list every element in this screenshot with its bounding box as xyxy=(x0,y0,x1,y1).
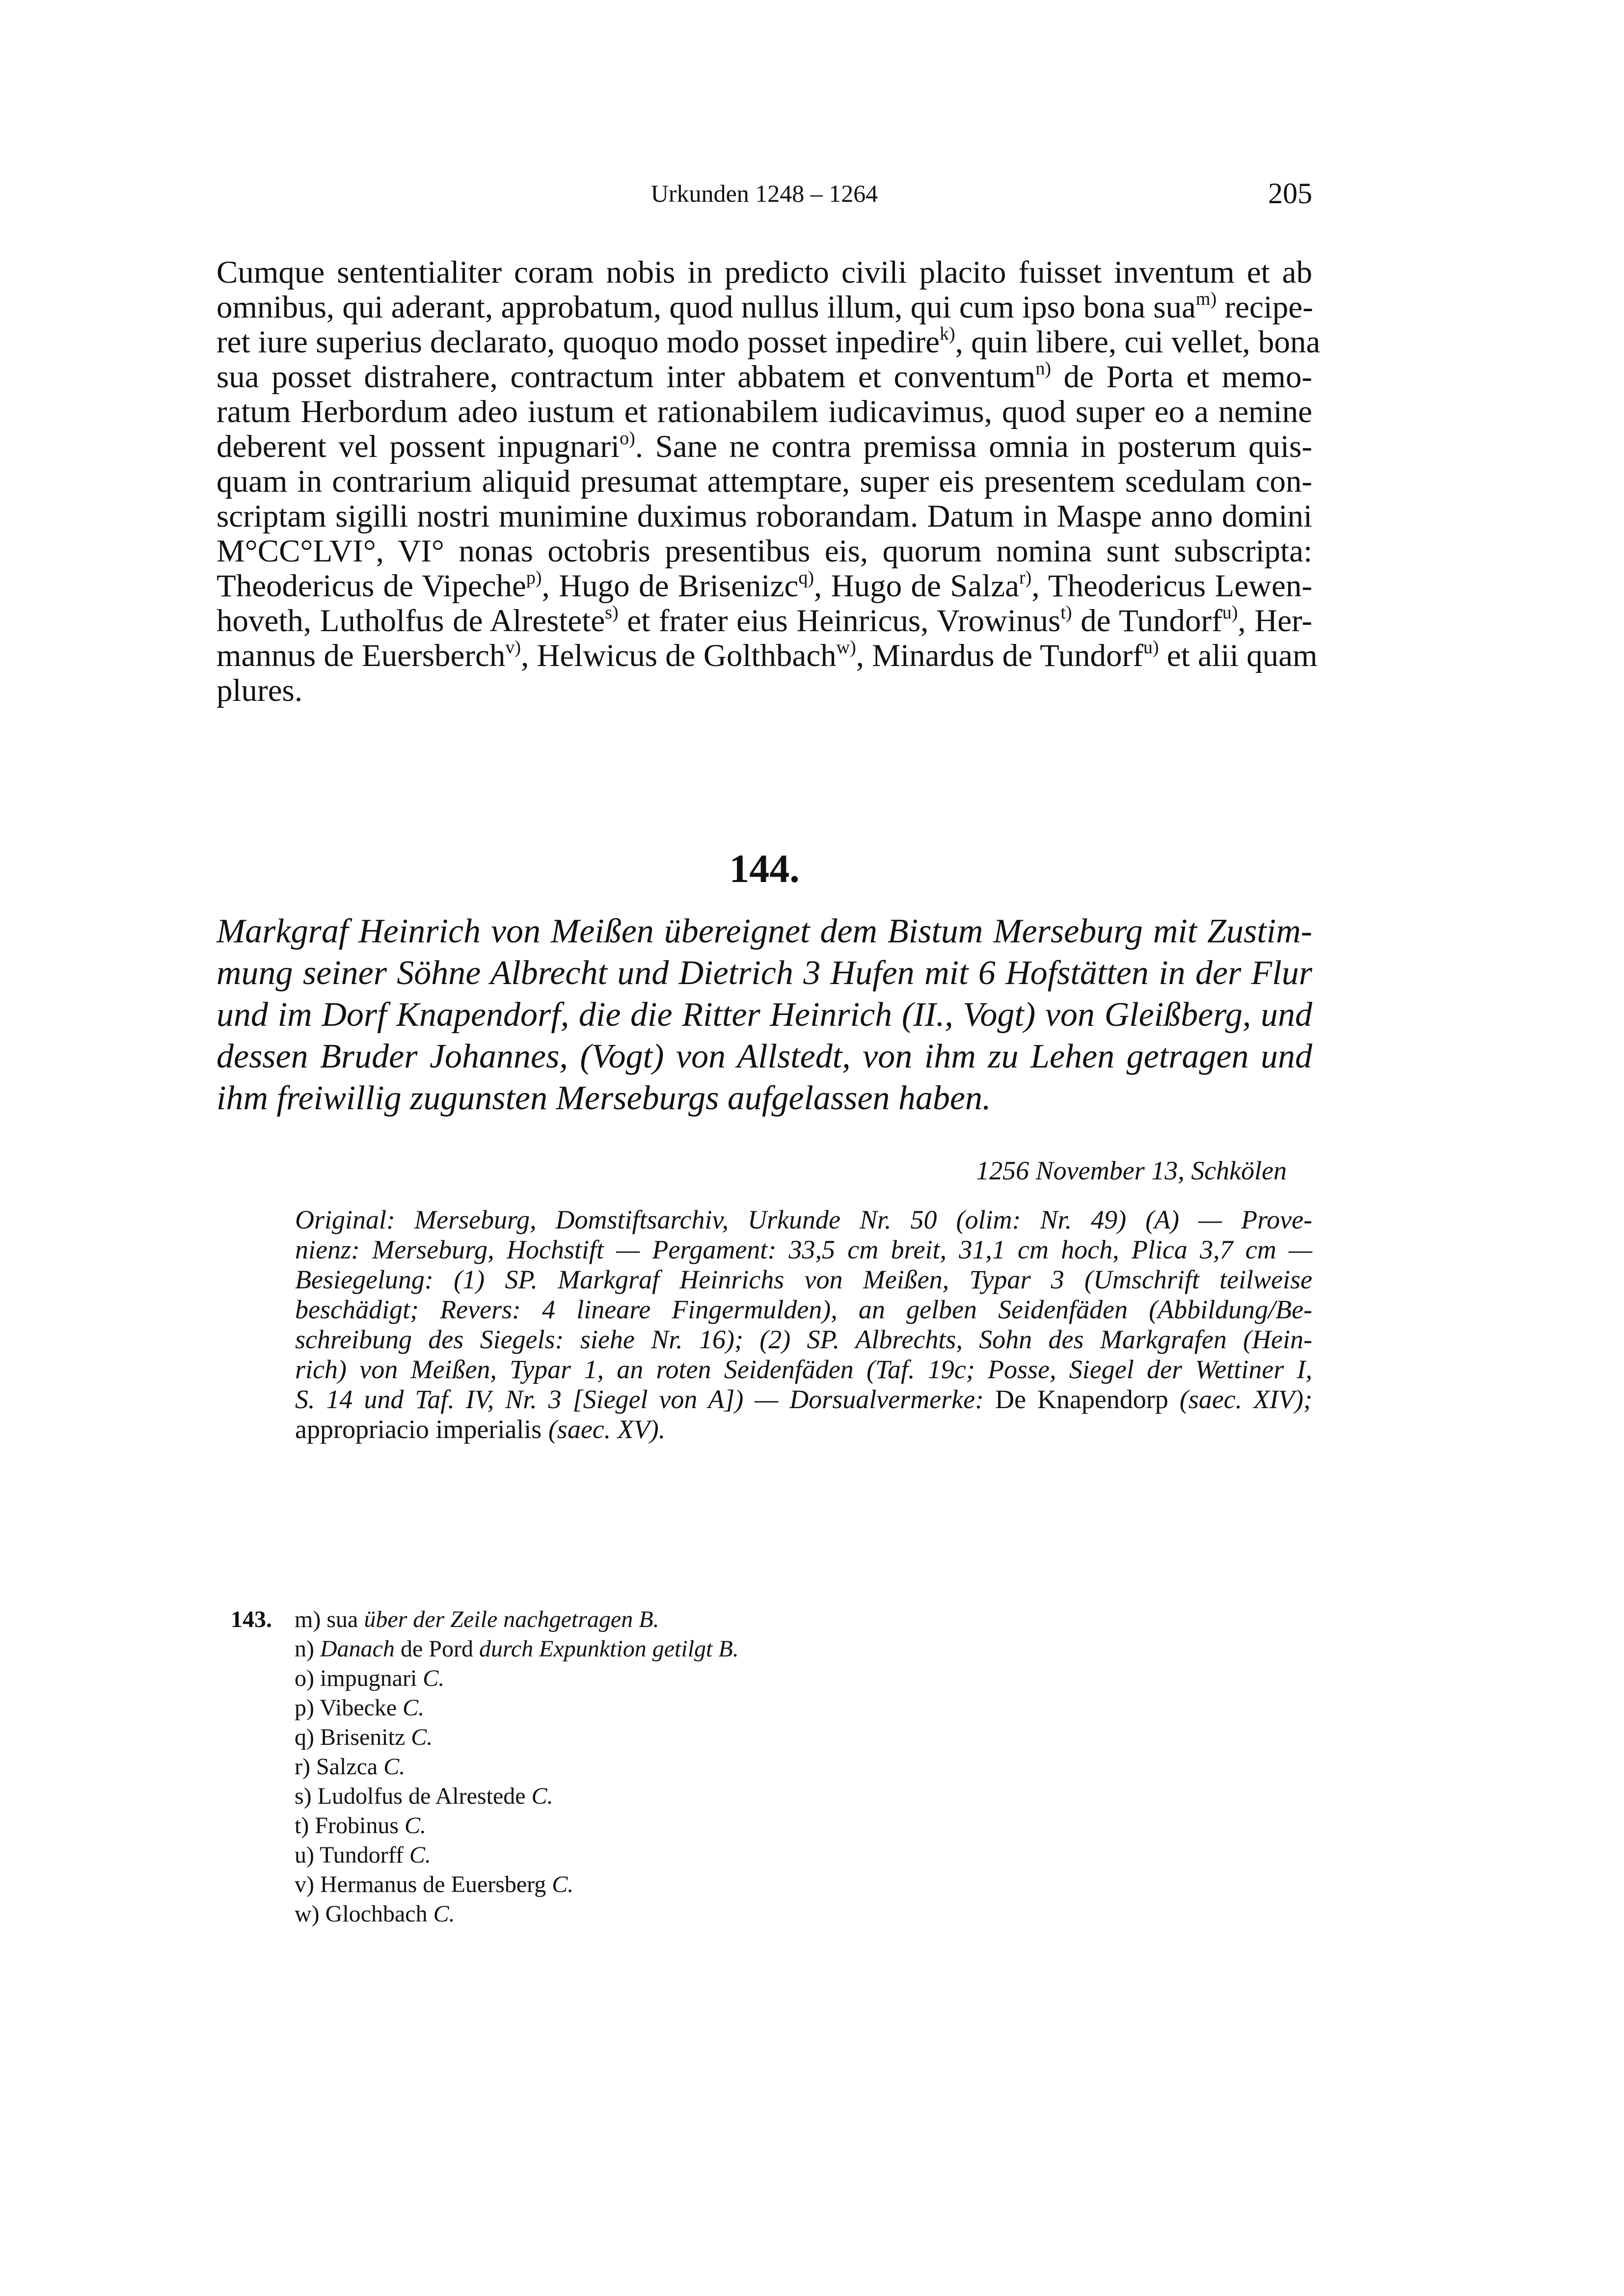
footnote-item xyxy=(295,1841,739,1870)
upright-text: m) sua xyxy=(295,1606,364,1632)
text-line xyxy=(217,569,1312,604)
text-line xyxy=(217,499,1312,534)
text-run: recipe- xyxy=(1217,290,1313,325)
upright-text: s) Ludolfus de Alrestede xyxy=(295,1783,532,1809)
text-run: rich) von Meißen, Typar 1, an roten Seidenfäden (Taf. 19c; Posse, Siegel der Wettiner I, xyxy=(295,1355,1312,1384)
upright-text: v) Hermanus de Euersberg xyxy=(295,1871,552,1897)
page-number: 205 xyxy=(1268,177,1312,210)
footnote-item xyxy=(295,1899,739,1929)
text-line xyxy=(217,360,1312,395)
text-run: , Minardus de Tundorf xyxy=(856,638,1143,673)
tradition-line xyxy=(295,1235,1312,1265)
text-line xyxy=(217,604,1312,639)
text-run: , Theodericus Lewen- xyxy=(1031,568,1312,604)
footnote-marker: u) xyxy=(1143,637,1159,658)
regest-summary xyxy=(217,910,1312,1119)
footnote-item xyxy=(295,1752,739,1782)
text-line xyxy=(217,464,1312,499)
footnote-marker: w) xyxy=(836,637,856,658)
text-line xyxy=(217,429,1312,464)
regest-line: dessen Bruder Johannes, (Vogt) von Allstedt, von ihm zu Lehen getragen und xyxy=(217,1038,1312,1075)
tradition-line xyxy=(295,1265,1312,1295)
text-run: ratum Herbordum adeo iustum et rationabilem iudicavimus, quod super eo a nemine xyxy=(217,394,1312,429)
text-run: nienz: Merseburg, Hochstift — Pergament: 33,5 cm breit, 31,1 cm hoch, Plica 3,7 cm — xyxy=(295,1235,1312,1264)
text-run: mannus de Euersberch xyxy=(217,638,506,673)
text-run: . Sane ne contra premissa omnia in posterum quis- xyxy=(635,429,1312,464)
upright-text: De Knapendorp xyxy=(995,1385,1168,1414)
upright-text: r) Salzca xyxy=(295,1754,384,1780)
text-line xyxy=(217,534,1312,569)
italic-text: durch Expunktion getilgt B. xyxy=(479,1636,739,1662)
footnote-marker: q) xyxy=(798,567,814,588)
footnote-marker: o) xyxy=(620,428,635,449)
italic-text: über der Zeile nachgetragen B. xyxy=(364,1606,659,1632)
text-run: ret iure superius declarato, quoquo modo posset inpedire xyxy=(217,324,940,360)
text-run: sua posset distrahere, contractum inter abbatem et conventum xyxy=(217,359,1036,395)
footnotes-heading: 143. xyxy=(231,1606,272,1632)
regest-line: ihm freiwillig zugunsten Merseburgs aufgelassen haben. xyxy=(217,1079,991,1117)
text-run: , Her- xyxy=(1238,603,1312,639)
upright-text: t) Frobinus xyxy=(295,1813,405,1839)
text-run: deberent vel possent inpugnari xyxy=(217,429,620,464)
italic-text: C. xyxy=(411,1724,433,1750)
text-run: , Helwicus de Golthbach xyxy=(521,638,837,673)
text-run: , Hugo de Brisenizc xyxy=(541,568,799,604)
document-number: 144. xyxy=(729,846,800,891)
upright-text: o) impugnari xyxy=(295,1665,423,1691)
text-run: Theodericus de Vipeche xyxy=(217,568,526,604)
regest-line: mung seiner Söhne Albrecht und Dietrich 3 Hufen mit 6 Hofstätten in der Flur xyxy=(217,954,1312,992)
footnote-marker: t) xyxy=(1060,602,1072,623)
footnote-marker: k) xyxy=(939,323,955,344)
text-run: , Hugo de Salza xyxy=(813,568,1020,604)
text-run: Original: Merseburg, Domstiftsarchiv, Urkunde Nr. 50 (olim: Nr. 49) (A) — Prove- xyxy=(295,1205,1312,1234)
footnote-item xyxy=(295,1870,739,1899)
text-run: et frater eius Heinricus, Vrowinus xyxy=(618,603,1061,639)
text-run: schreibung des Siegels: siehe Nr. 16); (2) SP. Albrechts, Sohn des Markgrafen (Hein- xyxy=(295,1325,1312,1354)
footnote-marker: n) xyxy=(1035,358,1051,379)
footnote-marker: r) xyxy=(1019,567,1032,588)
footnote-item xyxy=(295,1693,739,1723)
tradition-line xyxy=(295,1385,1312,1415)
text-run: quam in contrarium aliquid presumat attemptare, super eis presentem scedulam con- xyxy=(217,464,1312,499)
text-run: Cumque sententialiter coram nobis in predicto civili placito fuisset inventum et ab xyxy=(217,255,1312,290)
italic-text: Danach xyxy=(320,1636,395,1662)
text-run: scriptam sigilli nostri munimine duximus roborandam. Datum in Maspe anno domini xyxy=(217,499,1312,534)
upright-text: u) Tundorff xyxy=(295,1842,409,1868)
italic-text: C. xyxy=(405,1813,427,1839)
text-line xyxy=(217,673,1312,708)
upright-text: p) Vibecke xyxy=(295,1695,403,1721)
footnote-item xyxy=(295,1782,739,1811)
footnote-item xyxy=(295,1723,739,1752)
italic-text: C. xyxy=(423,1665,445,1691)
text-run: et alii quam xyxy=(1159,638,1318,673)
upright-text: w) Glochbach xyxy=(295,1901,433,1927)
tradition-line xyxy=(295,1205,1312,1235)
text-line xyxy=(217,255,1312,290)
footnote-item xyxy=(295,1634,739,1664)
text-run: omnibus, qui aderant, approbatum, quod nullus illum, qui cum ipso bona sua xyxy=(217,290,1196,325)
footnote-marker: u) xyxy=(1222,602,1238,623)
text-run: de Porta et memo- xyxy=(1051,359,1312,395)
text-run: de Tundorf xyxy=(1072,603,1222,639)
date-and-place: 1256 November 13, Schkölen xyxy=(976,1156,1287,1185)
text-run: plures. xyxy=(217,673,303,708)
text-run: M°CC°LVI°, VI° nonas octobris presentibus eis, quorum nomina sunt subscripta: xyxy=(217,534,1312,569)
text-line xyxy=(217,395,1312,429)
text-line xyxy=(217,290,1312,325)
text-run: hoveth, Lutholfus de Alrestete xyxy=(217,603,605,639)
tradition-line xyxy=(295,1325,1312,1355)
tradition-line xyxy=(295,1415,1312,1444)
tradition-line xyxy=(295,1355,1312,1385)
upright-text: n) xyxy=(295,1636,320,1662)
upright-text: q) Brisenitz xyxy=(295,1724,411,1750)
text-line xyxy=(217,637,1318,673)
charter-text-continuation xyxy=(217,255,1321,708)
text-run: S. 14 und Taf. IV, Nr. 3 [Siegel von A]) — Dorsualvermerke: xyxy=(295,1385,995,1414)
tradition-apparatus xyxy=(295,1205,1312,1444)
footnote-marker: m) xyxy=(1195,289,1217,309)
footnote-marker: v) xyxy=(505,637,521,658)
footnote-marker: s) xyxy=(605,602,619,623)
text-run: (saec. XIV); xyxy=(1168,1385,1312,1414)
italic-text: C. xyxy=(403,1695,425,1721)
italic-text: C. xyxy=(552,1871,574,1897)
italic-text: C. xyxy=(383,1754,406,1780)
regest-line: Markgraf Heinrich von Meißen übereignet dem Bistum Merseburg mit Zustim- xyxy=(217,912,1312,950)
upright-text: de Pord xyxy=(394,1636,479,1662)
tradition-line xyxy=(295,1295,1312,1325)
text-run: (saec. XV). xyxy=(541,1415,666,1444)
regest-line: und im Dorf Knapendorf, die die Ritter Heinrich (II., Vogt) von Gleißberg, und xyxy=(217,996,1312,1034)
italic-text: C. xyxy=(531,1783,553,1809)
upright-text: appropriacio imperialis xyxy=(295,1415,542,1444)
text-line xyxy=(217,323,1321,360)
footnote-item xyxy=(295,1605,739,1634)
text-run: Besiegelung: (1) SP. Markgraf Heinrichs von Meißen, Typar 3 (Umschrift teilweise xyxy=(295,1265,1312,1294)
footnote-item xyxy=(295,1811,739,1841)
text-run: beschädigt; Revers: 4 lineare Fingermulden), an gelben Seidenfäden (Abbildung/Be- xyxy=(295,1295,1312,1324)
footnote-item xyxy=(295,1664,739,1693)
page-header xyxy=(217,174,1312,213)
footnote-list xyxy=(295,1605,739,1929)
italic-text: C. xyxy=(433,1901,455,1927)
italic-text: C. xyxy=(409,1842,431,1868)
text-run: , quin libere, cui vellet, bona xyxy=(955,324,1321,360)
running-title: Urkunden 1248 – 1264 xyxy=(650,180,878,207)
footnote-marker: p) xyxy=(526,567,542,588)
